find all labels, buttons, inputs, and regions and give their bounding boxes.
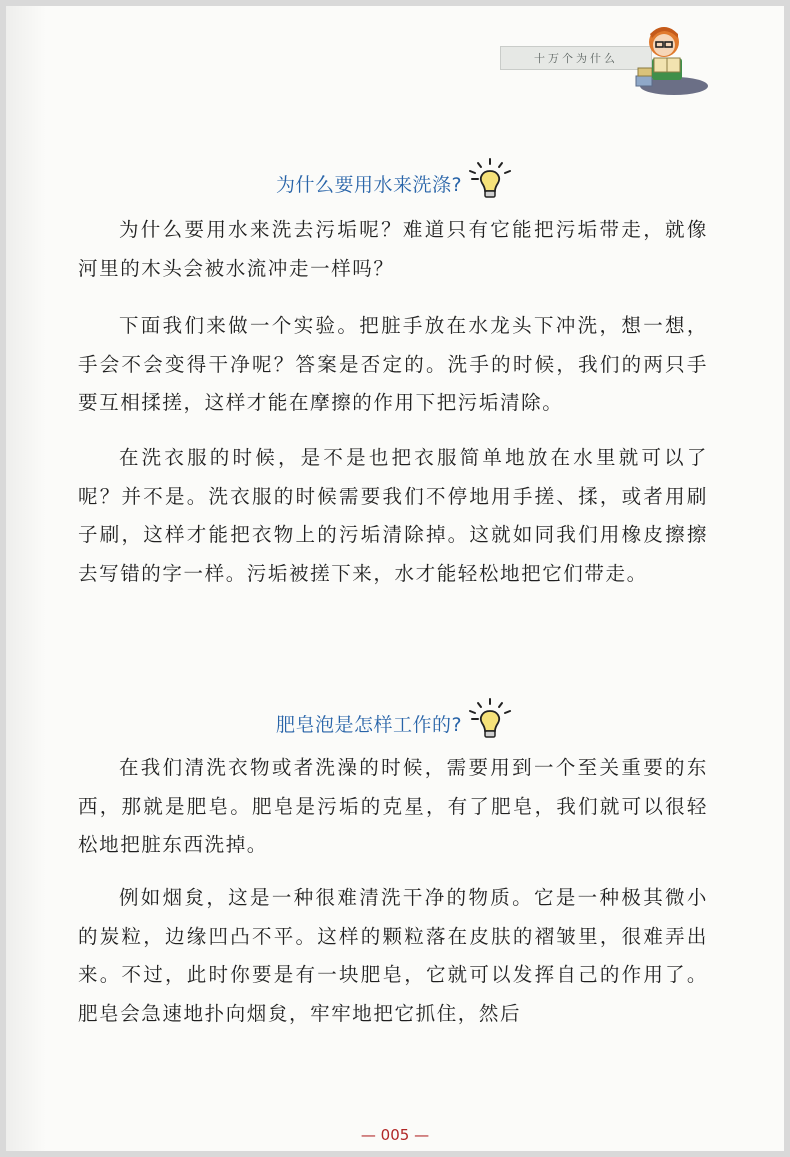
section-title-2-text: 肥皂泡是怎样工作的? bbox=[275, 714, 463, 736]
paragraph: 下面我们来做一个实验。把脏手放在水龙头下冲洗，想一想，手会不会变得干净呢？答案是否定的。洗手的时候，我们的两只手要互相揉搓，这样才能在摩擦的作用下把污垢清除。 bbox=[78, 314, 708, 414]
book-page bbox=[6, 6, 784, 1151]
light-bulb-icon bbox=[466, 157, 514, 201]
paragraph: 为什么要用水来洗去污垢呢？难道只有它能把污垢带走，就像河里的木头会被水流冲走一样吗？ bbox=[78, 218, 708, 280]
page-number: — 005 — bbox=[360, 1126, 430, 1144]
paragraph: 在洗衣服的时候，是不是也把衣服简单地放在水里就可以了呢？并不是。洗衣服的时候需要我们不停地用手搓、揉，或者用刷子刷，这样才能把衣物上的污垢清除掉。这就如同我们用橡皮擦擦去写错的字一样。污垢被搓下来，水才能轻松地把它们带走。 bbox=[78, 446, 708, 585]
paragraph: 在我们清洗衣物或者洗澡的时候，需要用到一个至关重要的东西，那就是肥皂。肥皂是污垢的克星，有了肥皂，我们就可以很轻松地把脏东西洗掉。 bbox=[78, 756, 708, 856]
running-header-text: 十万个为什么 bbox=[534, 52, 618, 65]
section-title-1-text: 为什么要用水来洗涤? bbox=[275, 174, 463, 196]
section-title-2 bbox=[6, 710, 784, 741]
light-bulb-icon bbox=[466, 697, 514, 741]
paragraph: 例如烟炱，这是一种很难清洗干净的物质。它是一种极其微小的炭粒，边缘凹凸不平。这样的颗粒落在皮肤的褶皱里，很难弄出来。不过，此时你要是有一块肥皂，它就可以发挥自己的作用了。肥皂会急速地扑向烟炱，牢牢地把它抓住，然后 bbox=[78, 886, 708, 1025]
reading-girl-mascot-icon bbox=[616, 18, 716, 98]
section-title-1 bbox=[6, 170, 784, 201]
